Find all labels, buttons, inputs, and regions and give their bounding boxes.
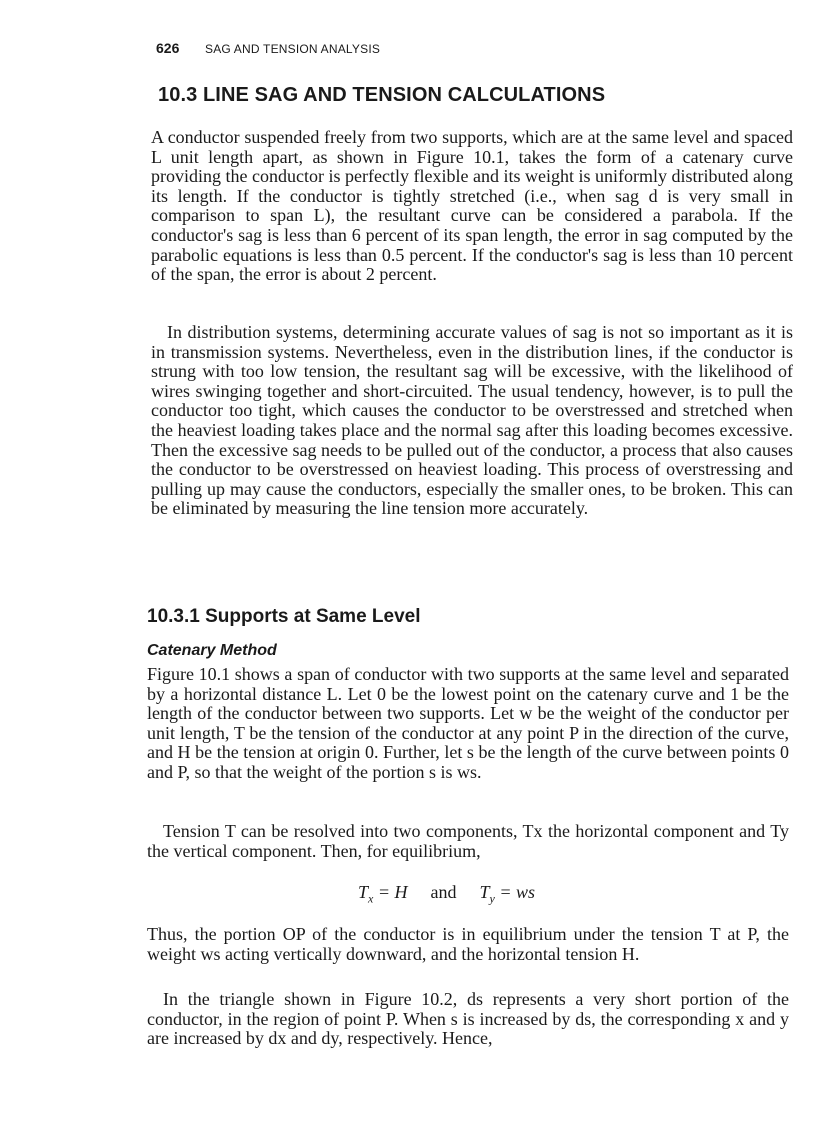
section-title: 10.3 LINE SAG AND TENSION CALCULATIONS xyxy=(158,84,606,106)
subsection-paragraph-3: Thus, the portion OP of the conductor is in equilibrium under the tension T at P, the weight ws acting vertically downward, and the horizontal tension H. xyxy=(147,924,789,964)
subsection-paragraph-4: In the triangle shown in Figure 10.2, ds represents a very short portion of the conductor, in the region of point P. When s is increased by ds, the corresponding x and y are increased by dx and dy, respectively. Hence, xyxy=(147,989,789,1049)
section-paragraph-1: A conductor suspended freely from two supports, which are at the same level and spaced L unit length apart, as shown in Figure 10.1, takes the form of a catenary curve providing the conductor is perfectly flexible and its weight is uniformly distributed along its length. If the conductor is tightly stretched (i.e., when sag d is very small in comparison to span L), the resultant curve can be considered a parabola. If the conductor's sag is less than 6 percent of its span length, the error in sag computed by the parabolic equations is less than 0.5 percent. If the conductor's sag is less than 10 percent of the span, the error is about 2 percent. xyxy=(151,127,793,285)
equation-rhs-2: = ws xyxy=(499,882,536,902)
equation-subscript-2: y xyxy=(489,891,495,906)
equation-subscript-1: x xyxy=(368,891,374,906)
equation-connector: and xyxy=(430,882,457,902)
subsection-title: 10.3.1 Supports at Same Level xyxy=(147,606,421,627)
running-title: SAG AND TENSION ANALYSIS xyxy=(204,42,381,56)
equation-lhs-2: T xyxy=(479,882,490,902)
equation-lhs-1: T xyxy=(358,882,369,902)
subsection-paragraph-2: Tension T can be resolved into two components, Tx the horizontal component and Ty the vertical component. Then, for equilibrium, xyxy=(147,821,789,861)
page-header xyxy=(156,40,380,56)
equilibrium-equation xyxy=(358,882,535,907)
subsection-paragraph-1: Figure 10.1 shows a span of conductor with two supports at the same level and separated by a horizontal distance L. Let 0 be the lowest point on the catenary curve and 1 be the length of the conductor between two supports. Let w be the weight of the conductor per unit length, T be the tension of the conductor at any point P in the direction of the curve, and H be the tension at origin 0. Further, let s be the length of the curve between points 0 and P, so that the weight of the portion s is ws. xyxy=(147,664,789,782)
page-number: 626 xyxy=(156,40,180,56)
method-title: Catenary Method xyxy=(147,642,277,659)
equation-rhs-1: = H xyxy=(377,882,408,902)
section-paragraph-2: In distribution systems, determining accurate values of sag is not so important as it is in transmission systems. Nevertheless, even in the distribution lines, if the conductor is strung with too low tension, the resultant sag will be excessive, with the likelihood of wires swinging together and short-circuited. The usual tendency, however, is to pull the conductor too tight, which causes the conductor to be overstressed and stretched when the heaviest loading takes place and the normal sag after this loading becomes excessive. Then the excessive sag needs to be pulled out of the conductor, a process that also causes the conductor to be overstressed on heaviest loading. This process of overstressing and pulling up may cause the conductors, especially the smaller ones, to be broken. This can be eliminated by measuring the line tension more accurately. xyxy=(151,322,793,519)
